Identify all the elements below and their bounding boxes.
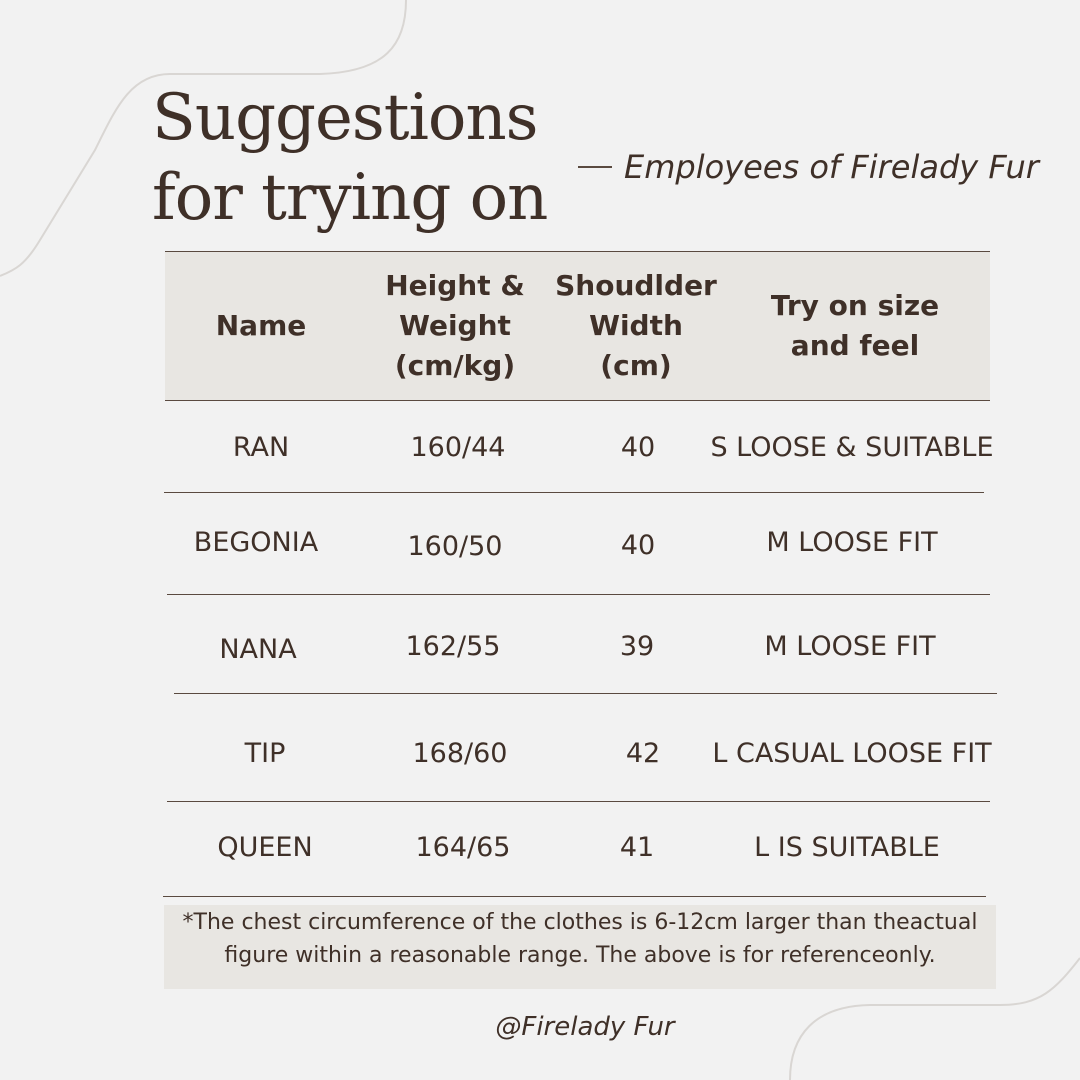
header-try-on <box>725 252 985 400</box>
cell-fit: L CASUAL LOOSE FIT <box>712 738 992 769</box>
table-row <box>165 594 990 693</box>
cell-height-weight: 160/50 <box>407 531 503 562</box>
footnote: *The chest circumference of the clothes is 6-12cm larger than theactual figure within a reasonable range. The above is for referenceonly. <box>164 905 996 989</box>
subtitle-text: Employees of Firelady Fur <box>624 148 1039 186</box>
cell-name: RAN <box>232 432 290 463</box>
cell-fit: M LOOSE FIT <box>764 631 936 662</box>
table-row <box>165 801 990 896</box>
header-shoulder-width <box>547 252 725 400</box>
table-row <box>165 400 994 492</box>
page-title-line-1: Suggestions <box>152 81 538 155</box>
cell-height-weight: 168/60 <box>412 738 508 769</box>
table-row <box>165 492 990 594</box>
size-table <box>165 251 994 863</box>
cell-shoulder: 40 <box>620 530 656 561</box>
cell-height-weight: 164/65 <box>415 832 511 863</box>
subtitle <box>578 148 1039 186</box>
header-shoulder-width-label: Shoudlder Width (cm) <box>555 269 717 382</box>
cell-height-weight: 160/44 <box>410 432 506 463</box>
header-try-on-label: Try on size and feel <box>770 289 940 362</box>
cell-shoulder: 41 <box>619 832 655 863</box>
header-name <box>165 252 357 400</box>
subtitle-dash <box>578 166 612 168</box>
page-title-line-2: for trying on <box>152 161 548 235</box>
header-name-label: Name <box>215 309 307 342</box>
cell-fit: L IS SUITABLE <box>754 832 940 863</box>
table-row <box>165 693 990 801</box>
cell-fit: S LOOSE & SUITABLE <box>710 432 994 463</box>
cell-shoulder: 42 <box>625 738 661 769</box>
cell-name: TIP <box>244 738 286 769</box>
social-handle: @Firelady Fur <box>495 1012 675 1042</box>
cell-name: NANA <box>219 634 297 665</box>
header-height-weight-label: Height & Weight (cm/kg) <box>385 269 525 382</box>
cell-height-weight: 162/55 <box>405 631 501 662</box>
table-header <box>165 251 990 401</box>
table-bottom-rule <box>163 896 986 897</box>
cell-name: QUEEN <box>217 832 313 863</box>
header-height-weight <box>360 252 550 400</box>
cell-fit: M LOOSE FIT <box>766 527 938 558</box>
cell-name: BEGONIA <box>193 527 319 558</box>
cell-shoulder: 40 <box>620 432 656 463</box>
cell-shoulder: 39 <box>619 631 655 662</box>
